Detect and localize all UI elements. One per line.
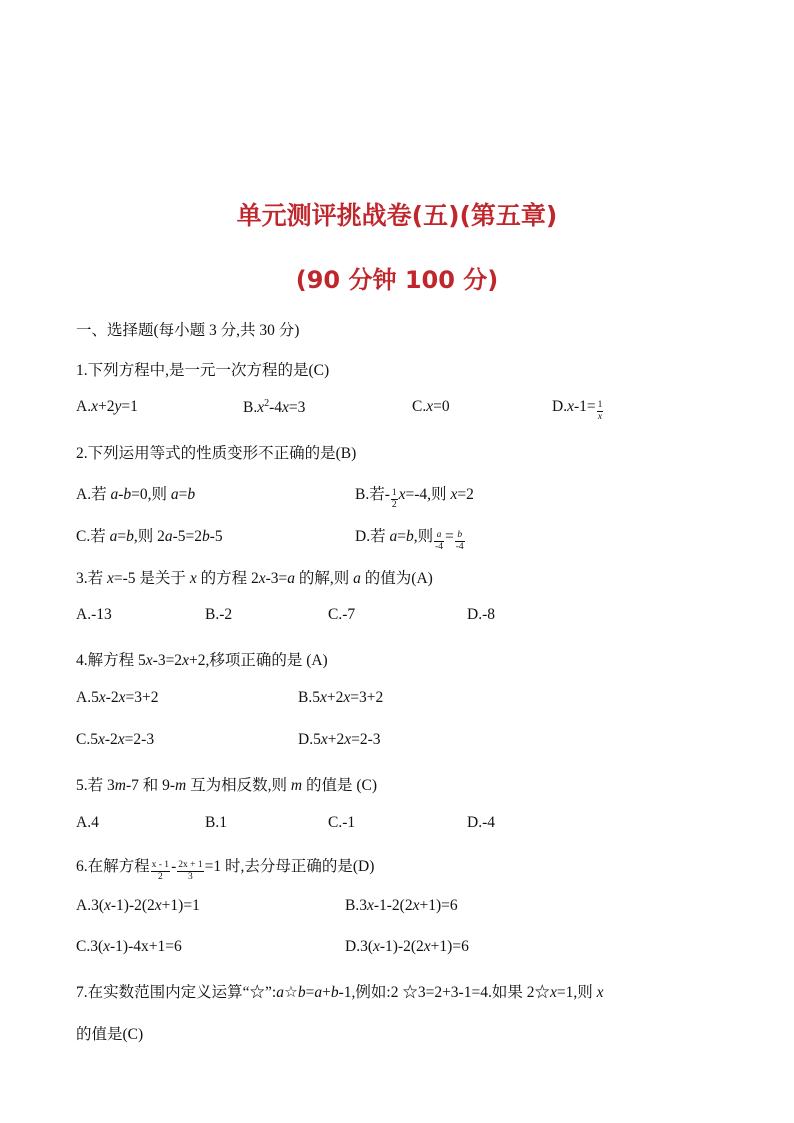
question-7-stem: 7.在实数范围内定义运算“☆”:a☆b=a+b-1,例如:2 ☆3=2+3-1=4.如果 2☆x=1,则 x [76,984,604,1001]
q5-option-c: C.-1 [328,814,356,831]
page-title: 单元测评挑战卷(五)(第五章) [236,201,558,230]
q3-option-c: C.-7 [328,606,356,623]
q6-option-c: C.3(x-1)-4x+1=6 [76,938,182,955]
q4-option-a: A.5x-2x=3+2 [76,689,159,706]
q1-option-d: D.x-1= $\frac{1}{x}$ [552,398,603,422]
q4-option-d: D.5x+2x=2-3 [298,731,381,748]
q2-option-b: B.若- $\frac{1}{2}$ x=-4,则 x=2 [355,486,474,510]
question-6-stem: 6.在解方程 $\frac{x - 1}{2}$ - $\frac{2x + 1}{3}$ =1 时,去分母正确的是(D) [76,858,375,882]
q5-option-d: D.-4 [467,814,495,831]
q2-option-d: D.若 a=b,则 $\frac{a}{-4}$ = $\frac{b}{-4}$ [355,528,464,552]
q1-option-a: A.x+2y=1 [76,398,138,415]
q5-option-b: B.1 [205,814,227,831]
q3-option-a: A.-13 [76,606,112,623]
q1-option-b: $B.x^2-4x=3$ [243,398,306,416]
fraction: $\frac{b}{-4}$ [455,530,464,552]
fraction: $\frac{1}{2}$ [391,488,397,510]
question-4-stem: 4.解方程 5x-3=2x+2,移项正确的是 (A) [76,652,328,669]
fraction: $\frac{a}{-4}$ [435,530,444,552]
section-heading: 一、选择题(每小题 3 分,共 30 分) [76,322,300,339]
q5-option-a: A.4 [76,814,99,831]
q6-option-b: B.3x-1-2(2x+1)=6 [345,897,458,914]
question-2-stem: 2.下列运用等式的性质变形不正确的是(B) [76,445,357,462]
q6-option-d: D.3(x-1)-2(2x+1)=6 [345,938,469,955]
q1-option-c: C.x=0 [412,398,450,415]
q3-option-d: D.-8 [467,606,495,623]
fraction: $\frac{2x + 1}{3}$ [178,860,203,882]
question-3-stem: 3.若 x=-5 是关于 x 的方程 2x-3=a 的解,则 a 的值为(A) [76,570,433,587]
q2-option-c: C.若 a=b,则 2a-5=2b-5 [76,528,223,545]
question-7-stem-continued: 的值是(C) [76,1026,144,1043]
question-1-stem: 1.下列方程中,是一元一次方程的是(C) [76,362,330,379]
page-subtitle: (90 分钟 100 分) [295,266,499,294]
q3-option-b: B.-2 [205,606,233,623]
q4-option-b: B.5x+2x=3+2 [298,689,384,706]
q4-option-c: C.5x-2x=2-3 [76,731,155,748]
q2-option-a: A.若 a-b=0,则 a=b [76,486,196,503]
question-5-stem: 5.若 3m-7 和 9-m 互为相反数,则 m 的值是 (C) [76,777,378,794]
q6-option-a: A.3(x-1)-2(2x+1)=1 [76,897,200,914]
fraction: $\frac{1}{x}$ [597,400,603,422]
fraction: $\frac{x - 1}{2}$ [151,860,170,882]
